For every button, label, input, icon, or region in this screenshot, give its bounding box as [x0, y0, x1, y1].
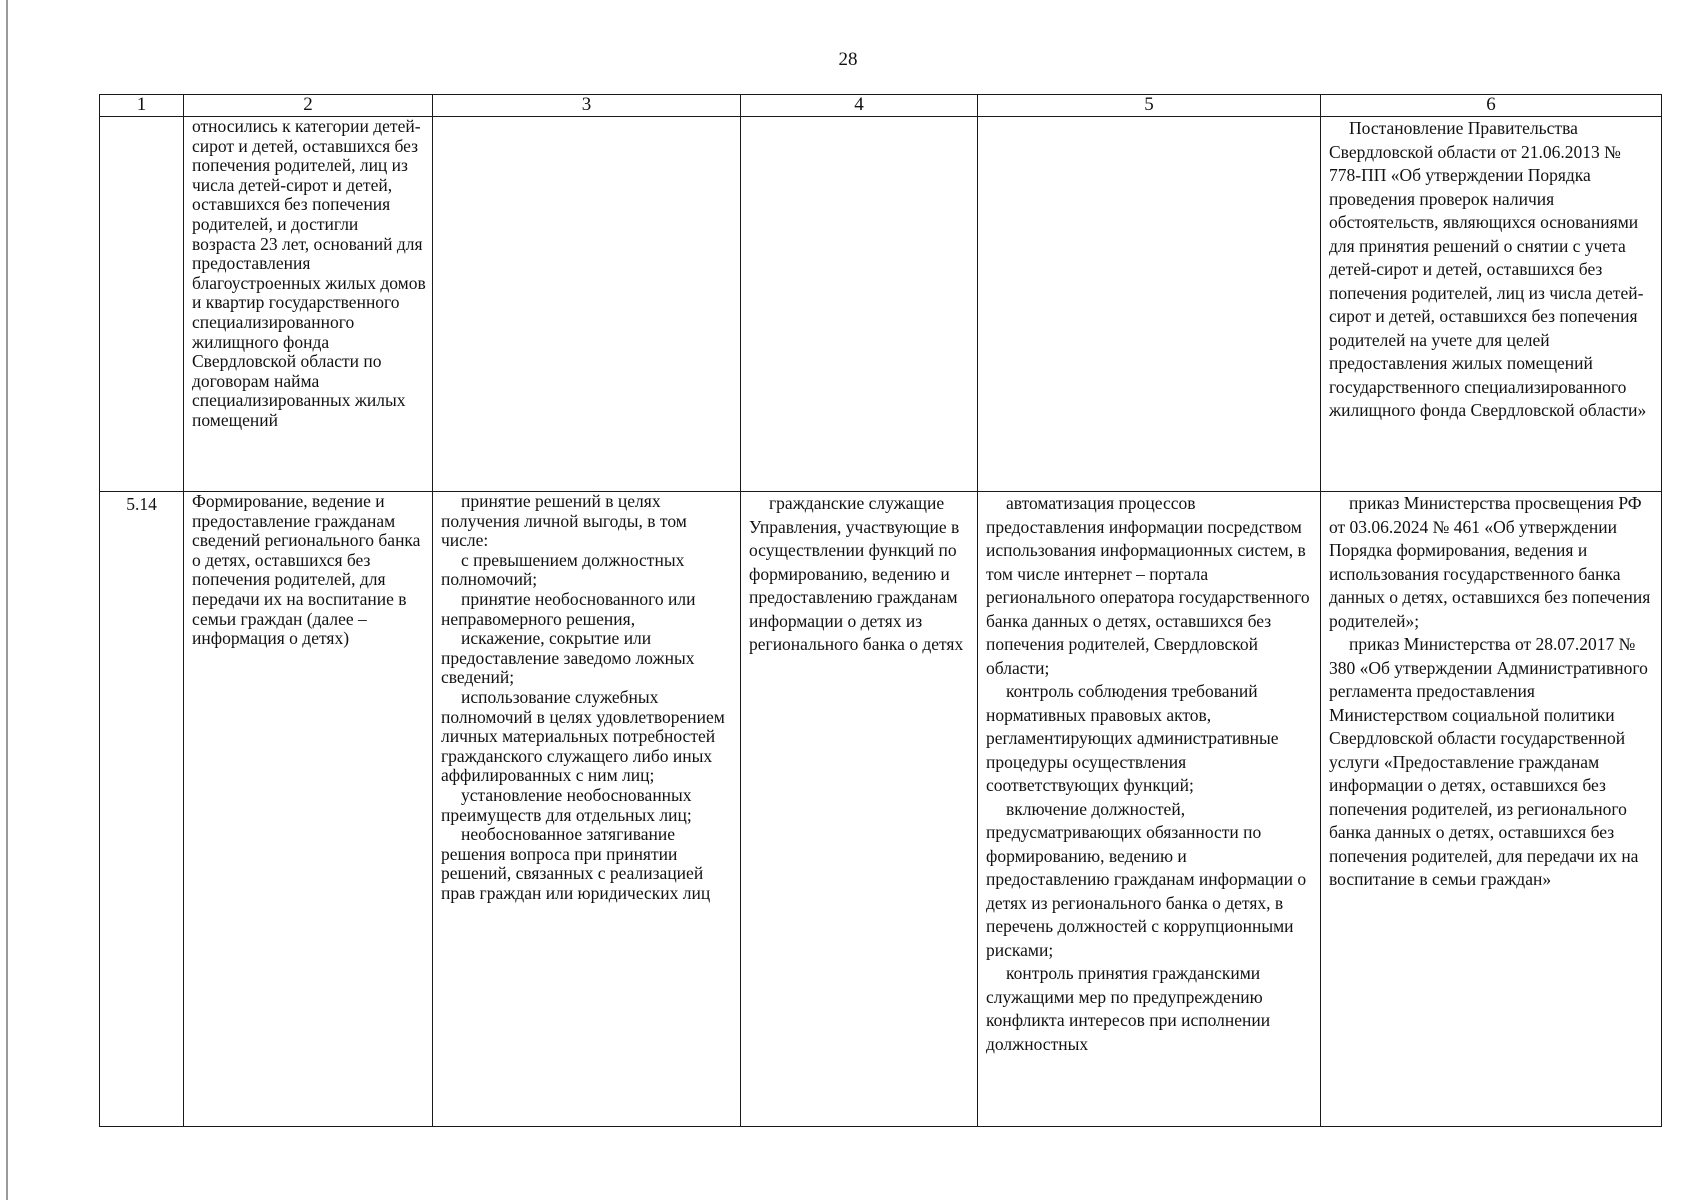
measures-cell [978, 117, 1321, 492]
column-header-4: 4 [741, 95, 978, 117]
table-row-continuation [100, 117, 1662, 492]
function-text: относились к категории детей-сирот и детей, оставшихся без попечения родителей, лиц из числа детей-сирот и детей, оставшихся без попечения родителей, и достигли возраста 23 лет, оснований для предоставления благоустроенных жилых домов и квартир государственного специализированного жилищного фонда Свердловской области по договорам найма специализированных жилых помещений [192, 116, 426, 430]
measure-item: включение должностей, предусматривающих обязанности по формированию, ведению и предоставлению гражданам информации о детях из регионального банка о детях, в перечень должностей с коррупционными рисками; [986, 798, 1307, 960]
positions-cell [741, 492, 978, 1127]
measures-cell [978, 492, 1321, 1127]
column-header-5: 5 [978, 95, 1321, 117]
column-header-3: 3 [433, 95, 741, 117]
risk-cell [433, 117, 741, 492]
function-text: Формирование, ведение и предоставление гражданам сведений регионального банка о детях, оставшихся без попечения родителей, для передачи их на воспитание в семьи граждан (далее – информация о детях) [192, 491, 421, 649]
row-number-cell [100, 117, 184, 492]
risk-item: необоснованное затягивание решения вопроса при принятии решений, связанных с реализацией прав граждан или юридических лиц [441, 824, 711, 903]
function-cell [184, 492, 433, 1127]
measures-table [99, 94, 1662, 1127]
measure-item: контроль соблюдения требований нормативных правовых актов, регламентирующих административные процедуры осуществления соответствующих функций; [986, 681, 1279, 795]
table-header-row [100, 95, 1662, 117]
column-header-2: 2 [184, 95, 433, 117]
column-header-6: 6 [1321, 95, 1662, 117]
measure-item: контроль принятия гражданскими служащими мер по предупреждению конфликта интересов при исполнении должностных [986, 963, 1271, 1054]
risk-item: с превышением должностных полномочий; [441, 549, 685, 590]
risk-item: искажение, сокрытие или предоставление заведомо ложных сведений; [441, 628, 695, 688]
page-number: 28 [838, 49, 858, 70]
column-header-1: 1 [100, 95, 184, 117]
legal-basis-item: приказ Министерства от 28.07.2017 № 380 «Об утверждении Административного регламента предоставления Министерством социальной политики Свердловской области государственной услуги «Предоставление гражданам информации о детях, оставшихся без попечения родителей, из регионального банка данных о детях, оставшихся без попечения родителей, для передачи их на воспитание в семьи граждан» [1329, 634, 1648, 889]
risk-item: принятие решений в целях получения личной выгоды, в том числе: [441, 491, 687, 551]
measure-item: автоматизация процессов предоставления информации посредством использования информационных систем, в том числе интернет – портала регионального оператора государственного банка данных о детях, оставшихся без попечения родителей, Свердловской области; [986, 493, 1310, 678]
legal-basis-cell [1321, 117, 1662, 492]
legal-basis-cell [1321, 492, 1662, 1127]
risk-item: установление необоснованных преимуществ для отдельных лиц; [441, 784, 692, 825]
row-number-cell: 5.14 [100, 492, 184, 1127]
table-row-5-14 [100, 492, 1662, 1127]
risk-cell [433, 492, 741, 1127]
positions-text: гражданские служащие Управления, участвующие в осуществлении функций по формированию, ведению и предоставлению гражданам информации о детях из регионального банка о детях [749, 493, 964, 654]
function-cell [184, 117, 433, 492]
risk-item: использование служебных полномочий в целях удовлетворением личных материальных потребностей гражданского служащего либо иных аффилированных с ним лиц; [441, 686, 725, 786]
risk-item: принятие необоснованного или неправомерного решения, [441, 588, 696, 629]
scan-edge-line [6, 0, 8, 1200]
legal-basis-text: Постановление Правительства Свердловской области от 21.06.2013 № 778-ПП «Об утверждении Порядка проведения проверок наличия обстоятельств, являющихся основаниями для принятия решений о снятии с учета детей-сирот и детей, оставшихся без попечения родителей, лиц из числа детей-сирот и детей, оставшихся без попечения родителей на учете для целей предоставления жилых помещений государственного специализированного жилищного фонда Свердловской области» [1329, 118, 1647, 420]
positions-cell [741, 117, 978, 492]
legal-basis-item: приказ Министерства просвещения РФ от 03.06.2024 № 461 «Об утверждении Порядка формирования, ведения и использования государственного банка данных о детях, оставшихся без попечения родителей»; [1329, 493, 1651, 631]
